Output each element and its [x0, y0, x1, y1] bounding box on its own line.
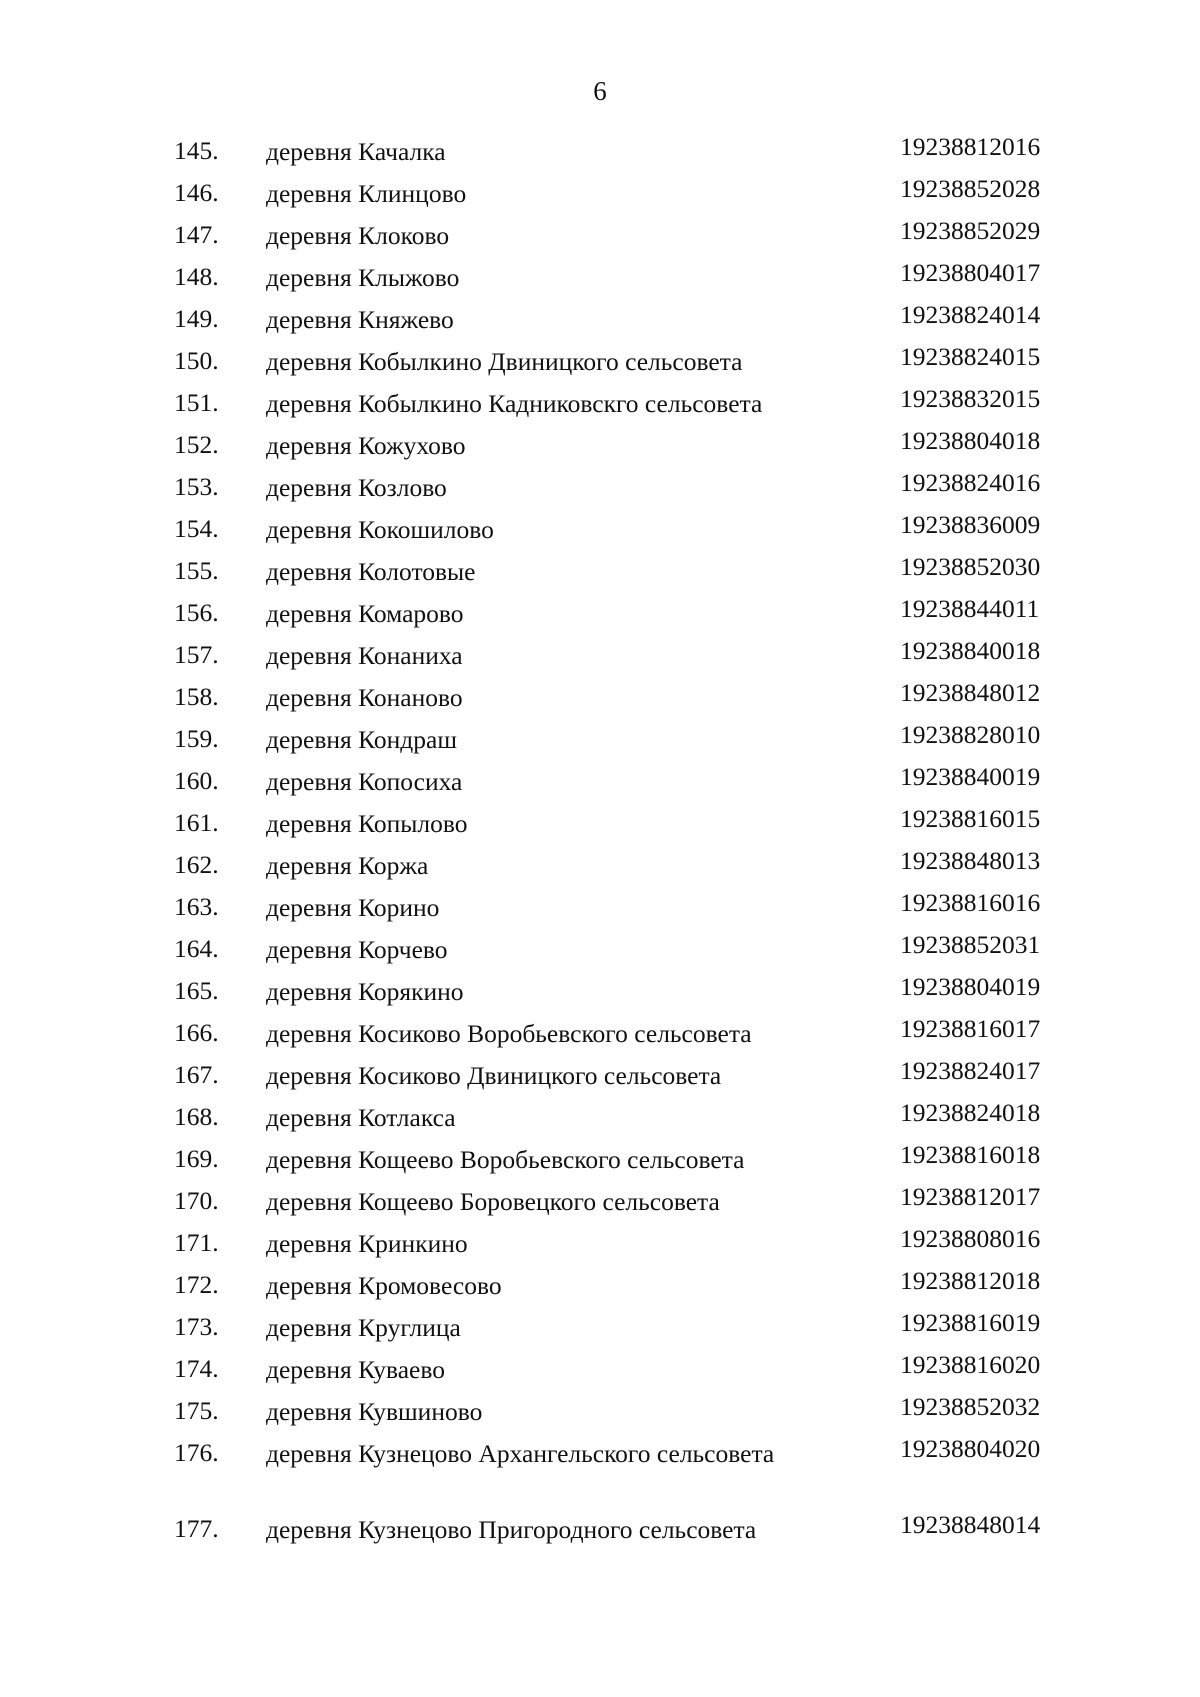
settlement-code: 19238848014: [900, 1510, 1041, 1539]
row-number: 155.: [174, 556, 219, 585]
settlement-code: 19238824014: [900, 300, 1041, 329]
row-number: 165.: [174, 976, 219, 1005]
settlement-name: деревня Клоково: [266, 221, 450, 250]
settlement-code: 19238852028: [900, 174, 1041, 203]
row-number: 163.: [174, 892, 219, 921]
row-number: 173.: [174, 1312, 219, 1341]
list-row: [0, 1432, 1200, 1508]
settlement-name: деревня Конаново: [266, 683, 463, 712]
settlement-code: 19238852031: [900, 930, 1041, 959]
settlement-code: 19238816019: [900, 1308, 1041, 1337]
settlement-code: 19238816017: [900, 1014, 1041, 1043]
settlement-code: 19238832015: [900, 384, 1041, 413]
list-row: [0, 1138, 1200, 1180]
settlement-name: деревня Копосиха: [266, 767, 463, 796]
settlement-code: 19238824015: [900, 342, 1041, 371]
row-number: 149.: [174, 304, 219, 333]
settlement-code: 19238828010: [900, 720, 1041, 749]
settlement-code: 19238804019: [900, 972, 1041, 1001]
list-row: [0, 298, 1200, 340]
list-row: [0, 760, 1200, 802]
settlement-code: 19238848012: [900, 678, 1041, 707]
settlement-list: [0, 130, 1200, 1550]
list-row: [0, 550, 1200, 592]
row-number: 147.: [174, 220, 219, 249]
settlement-name: деревня Комарово: [266, 599, 464, 628]
row-number: 164.: [174, 934, 219, 963]
settlement-code: 19238812018: [900, 1266, 1041, 1295]
row-number: 152.: [174, 430, 219, 459]
settlement-code: 19238840018: [900, 636, 1041, 665]
row-number: 161.: [174, 808, 219, 837]
row-number: 145.: [174, 136, 219, 165]
settlement-code: 19238852030: [900, 552, 1041, 581]
row-number: 177.: [174, 1514, 219, 1543]
settlement-name: деревня Кондраш: [266, 725, 457, 754]
row-number: 158.: [174, 682, 219, 711]
settlement-name: деревня Кувшиново: [266, 1397, 483, 1426]
row-number: 160.: [174, 766, 219, 795]
list-row: [0, 214, 1200, 256]
list-row: [0, 1390, 1200, 1432]
list-row: [0, 1012, 1200, 1054]
settlement-name: деревня Корчево: [266, 935, 448, 964]
settlement-code: 19238804017: [900, 258, 1041, 287]
settlement-name: деревня Клыжово: [266, 263, 460, 292]
settlement-name: деревня Круглица: [266, 1313, 461, 1342]
settlement-code: 19238840019: [900, 762, 1041, 791]
settlement-name: деревня Копылово: [266, 809, 468, 838]
row-number: 148.: [174, 262, 219, 291]
settlement-code: 19238836009: [900, 510, 1041, 539]
row-number: 159.: [174, 724, 219, 753]
settlement-code: 19238824017: [900, 1056, 1041, 1085]
list-row: [0, 1180, 1200, 1222]
settlement-name: деревня Конаниха: [266, 641, 463, 670]
settlement-code: 19238844011: [900, 594, 1040, 623]
list-row: [0, 340, 1200, 382]
row-number: 176.: [174, 1438, 219, 1467]
settlement-code: 19238816015: [900, 804, 1041, 833]
list-row: [0, 424, 1200, 466]
row-number: 153.: [174, 472, 219, 501]
row-number: 168.: [174, 1102, 219, 1131]
row-number: 169.: [174, 1144, 219, 1173]
settlement-name: деревня Корино: [266, 893, 440, 922]
settlement-name: деревня Колотовые: [266, 557, 476, 586]
row-number: 166.: [174, 1018, 219, 1047]
settlement-code: 19238808016: [900, 1224, 1041, 1253]
settlement-name: деревня Корякино: [266, 977, 464, 1006]
settlement-code: 19238852029: [900, 216, 1041, 245]
settlement-name: деревня Кринкино: [266, 1229, 468, 1258]
settlement-name: деревня Козлово: [266, 473, 447, 502]
list-row: [0, 1508, 1200, 1550]
row-number: 172.: [174, 1270, 219, 1299]
settlement-name: деревня Качалка: [266, 137, 446, 166]
row-number: 151.: [174, 388, 219, 417]
row-number: 146.: [174, 178, 219, 207]
settlement-name: деревня Кромовесово: [266, 1271, 502, 1300]
page-number: 6: [593, 76, 607, 106]
list-row: [0, 634, 1200, 676]
list-row: [0, 1306, 1200, 1348]
list-row: [0, 256, 1200, 298]
settlement-name: деревня Кобылкино Кадниковскго сельсовета: [266, 389, 763, 418]
settlement-name: деревня Кобылкино Двиницкого сельсовета: [266, 347, 743, 376]
list-row: [0, 592, 1200, 634]
row-number: 154.: [174, 514, 219, 543]
list-row: [0, 1096, 1200, 1138]
row-number: 175.: [174, 1396, 219, 1425]
settlement-code: 19238824018: [900, 1098, 1041, 1127]
list-row: [0, 466, 1200, 508]
settlement-name: деревня Кощеево Боровецкого сельсовета: [266, 1187, 720, 1216]
settlement-code: 19238816020: [900, 1350, 1041, 1379]
settlement-name: деревня Кощеево Воробьевского сельсовета: [266, 1145, 745, 1174]
list-row: [0, 508, 1200, 550]
settlement-code: 19238852032: [900, 1392, 1041, 1421]
settlement-code: 19238816018: [900, 1140, 1041, 1169]
list-row: [0, 1264, 1200, 1306]
row-number: 150.: [174, 346, 219, 375]
settlement-name: деревня Косиково Воробьевского сельсовета: [266, 1019, 752, 1048]
settlement-name: деревня Куваево: [266, 1355, 445, 1384]
list-row: [0, 676, 1200, 718]
row-number: 157.: [174, 640, 219, 669]
list-row: [0, 172, 1200, 214]
settlement-name: деревня Кожухово: [266, 431, 466, 460]
settlement-code: 19238812017: [900, 1182, 1041, 1211]
settlement-code: 19238812016: [900, 132, 1041, 161]
settlement-code: 19238824016: [900, 468, 1041, 497]
list-row: [0, 718, 1200, 760]
list-row: [0, 1348, 1200, 1390]
settlement-name: деревня Коржа: [266, 851, 429, 880]
settlement-name: деревня Кокошилово: [266, 515, 494, 544]
settlement-name: деревня Кузнецово Архангельского сельсовета: [266, 1439, 775, 1468]
list-row: [0, 970, 1200, 1012]
settlement-code: 19238816016: [900, 888, 1041, 917]
list-row: [0, 1054, 1200, 1096]
settlement-name: деревня Кузнецово Пригородного сельсовета: [266, 1515, 757, 1544]
row-number: 174.: [174, 1354, 219, 1383]
row-number: 170.: [174, 1186, 219, 1215]
row-number: 167.: [174, 1060, 219, 1089]
list-row: [0, 802, 1200, 844]
list-row: [0, 130, 1200, 172]
list-row: [0, 1222, 1200, 1264]
list-row: [0, 382, 1200, 424]
row-number: 171.: [174, 1228, 219, 1257]
settlement-name: деревня Клинцово: [266, 179, 467, 208]
row-number: 156.: [174, 598, 219, 627]
settlement-code: 19238848013: [900, 846, 1041, 875]
settlement-name: деревня Косиково Двиницкого сельсовета: [266, 1061, 722, 1090]
settlement-code: 19238804020: [900, 1434, 1041, 1463]
settlement-code: 19238804018: [900, 426, 1041, 455]
list-row: [0, 886, 1200, 928]
list-row: [0, 844, 1200, 886]
settlement-name: деревня Котлакса: [266, 1103, 456, 1132]
list-row: [0, 928, 1200, 970]
settlement-name: деревня Княжево: [266, 305, 454, 334]
row-number: 162.: [174, 850, 219, 879]
